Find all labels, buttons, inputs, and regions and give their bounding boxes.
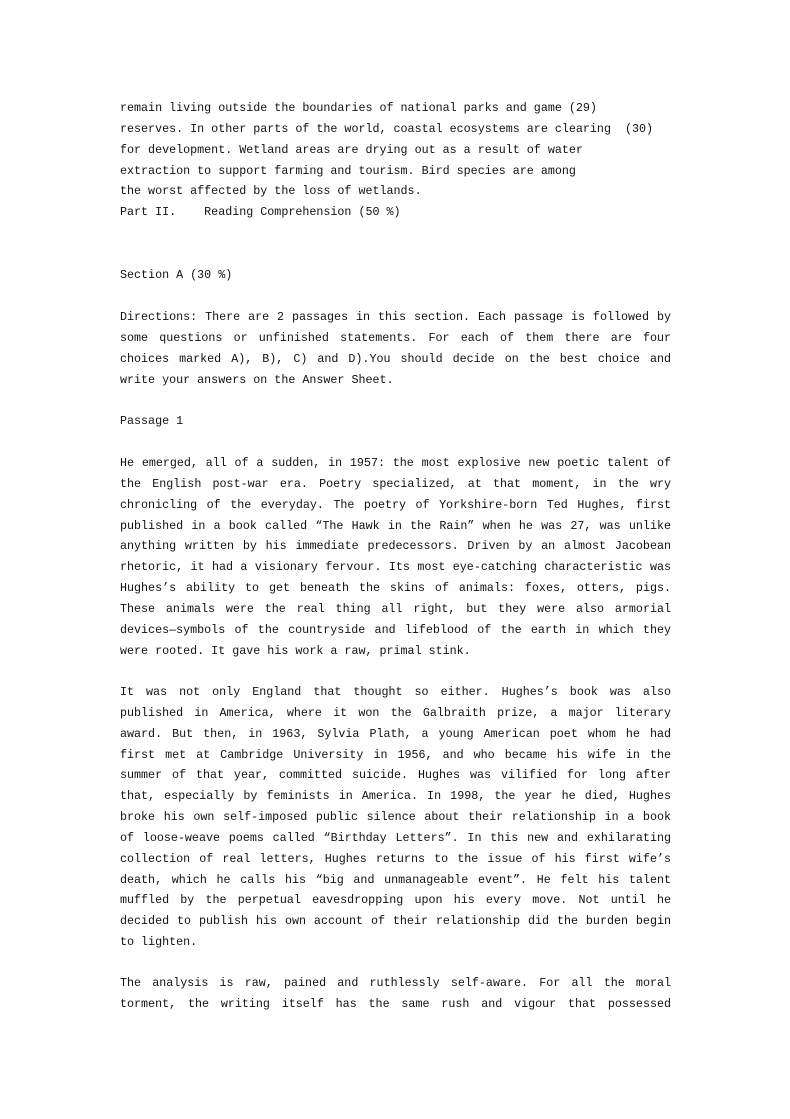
text-line: These animals were the real thing all right, but they were also armorial bbox=[120, 601, 671, 616]
text-line: published in a book called “The Hawk in the Rain” when he was 27, was unlike bbox=[120, 518, 671, 533]
paragraph-2 bbox=[120, 682, 671, 953]
section-heading-block bbox=[120, 265, 671, 286]
paragraph-3 bbox=[120, 973, 671, 1015]
text-line: summer of that year, committed suicide. Hughes was vilified for long after bbox=[120, 768, 671, 783]
text-line: muffled by the perpetual eavesdropping upon his every move. Not until he bbox=[120, 893, 671, 908]
text-line: torment, the writing itself has the same rush and vigour that possessed bbox=[120, 996, 671, 1011]
text-line: chronicling of the everyday. The poetry of Yorkshire-born Ted Hughes, first bbox=[120, 497, 671, 512]
text-line: The analysis is raw, pained and ruthlessly self-aware. For all the moral bbox=[120, 976, 671, 990]
text-line: write your answers on the Answer Sheet. bbox=[120, 372, 394, 387]
text-line: that, especially by feminists in America. In 1998, the year he died, Hughes bbox=[120, 789, 671, 804]
text-line: the worst affected by the loss of wetlands. bbox=[120, 184, 422, 199]
text-line: death, which he calls his “big and unmanageable event”. He felt his talent bbox=[120, 872, 671, 887]
text-line: collection of real letters, Hughes returns to the issue of his first wife’s bbox=[120, 851, 671, 866]
text-line: of loose-weave poems called “Birthday Letters”. In this new and exhilarating bbox=[120, 830, 671, 845]
text-line: Hughes’s ability to get beneath the skins of animals: foxes, otters, pigs. bbox=[120, 581, 671, 596]
text-line: were rooted. It gave his work a raw, primal stink. bbox=[120, 643, 471, 658]
text-line: award. But then, in 1963, Sylvia Plath, a young American poet whom he had bbox=[120, 726, 671, 741]
text-line: the English post-war era. Poetry specialized, at that moment, in the wry bbox=[120, 476, 671, 491]
paragraph-1 bbox=[120, 453, 671, 661]
passage-title: Passage 1 bbox=[120, 414, 184, 428]
text-line: It was not only England that thought so either. Hughes’s book was also bbox=[120, 685, 671, 699]
directions bbox=[120, 307, 671, 390]
text-line: Directions: There are 2 passages in this section. Each passage is followed by bbox=[120, 310, 671, 324]
text-line: devices—symbols of the countryside and lifeblood of the earth in which they bbox=[120, 622, 671, 637]
text-line: some questions or unfinished statements. For each of them there are four bbox=[120, 330, 671, 345]
text-line: published in America, where it won the Galbraith prize, a major literary bbox=[120, 705, 671, 720]
text-line: decided to publish his own account of their relationship did the burden begin bbox=[120, 914, 671, 929]
text-line: broke his own self-imposed public silence about their relationship in a book bbox=[120, 810, 671, 825]
text-line: rhetoric, it had a visionary fervour. Its most eye-catching characteristic was bbox=[120, 560, 671, 575]
cloze-passage-tail bbox=[120, 98, 671, 223]
text-line: remain living outside the boundaries of national parks and game (29) bbox=[120, 101, 597, 115]
text-line: He emerged, all of a sudden, in 1957: the most explosive new poetic talent of bbox=[120, 456, 671, 470]
text-line: for development. Wetland areas are drying out as a result of water bbox=[120, 142, 583, 157]
text-line: first met at Cambridge University in 1956, and who became his wife in the bbox=[120, 747, 671, 762]
passage-title-block bbox=[120, 411, 671, 432]
text-line: choices marked A), B), C) and D).You should decide on the best choice and bbox=[120, 351, 671, 366]
text-line: anything written by his immediate predecessors. Driven by an almost Jacobean bbox=[120, 539, 671, 554]
section-heading: Section A (30 %) bbox=[120, 268, 233, 282]
text-line: reserves. In other parts of the world, coastal ecosystems are clearing (30) bbox=[120, 121, 654, 136]
text-line: to lighten. bbox=[120, 935, 198, 950]
text-line: extraction to support farming and tourism. Bird species are among bbox=[120, 163, 576, 178]
part-heading: Part II. Reading Comprehension (50 %) bbox=[120, 205, 401, 220]
